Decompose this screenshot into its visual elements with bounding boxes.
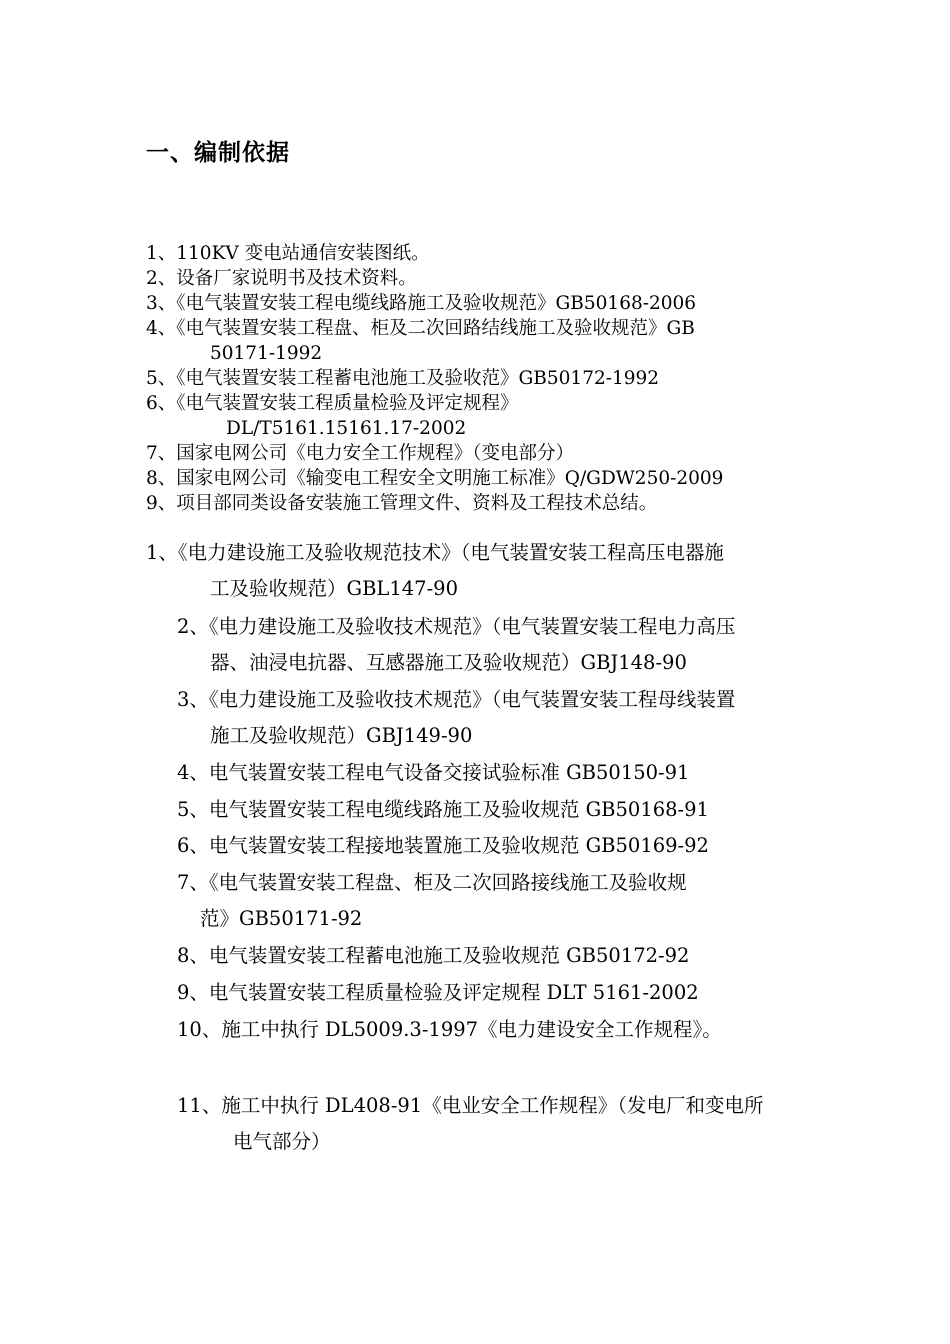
basis-item-2: 2、设备厂家说明书及技术资料。 — [146, 268, 417, 289]
basis-item-4: 4、《电气装置安装工程盘、柜及二次回路结线施工及验收规范》GB — [146, 318, 695, 339]
basis-item-6-cont: DL/T5161.15161.17-2002 — [226, 418, 467, 439]
basis-item-6: 6、《电气装置安装工程质量检验及评定规程》 — [146, 393, 519, 414]
spec-item-11-cont: 电气部分） — [233, 1130, 331, 1153]
spec-item-11: 11、施工中执行 DL408-91《电业安全工作规程》（发电厂和变电所 — [177, 1094, 764, 1117]
spec-item-7-cont: 范》GB50171-92 — [200, 907, 363, 930]
spec-item-1-cont: 工及验收规范）GBL147-90 — [210, 577, 458, 600]
basis-item-3: 3、《电气装置安装工程电缆线路施工及验收规范》GB50168-2006 — [146, 293, 697, 314]
spec-item-8: 8、电气装置安装工程蓄电池施工及验收规范 GB50172-92 — [177, 944, 690, 967]
basis-item-1: 1、110KV 变电站通信安装图纸。 — [146, 243, 430, 264]
basis-item-8: 8、国家电网公司《输变电工程安全文明施工标准》Q/GDW250-2009 — [146, 468, 724, 489]
spec-item-5: 5、电气装置安装工程电缆线路施工及验收规范 GB50168-91 — [177, 798, 709, 821]
spec-item-7: 7、《电气装置安装工程盘、柜及二次回路接线施工及验收规 — [177, 871, 687, 894]
basis-item-5: 5、《电气装置安装工程蓄电池施工及验收范》GB50172-1992 — [146, 368, 660, 389]
basis-item-9: 9、项目部同类设备安装施工管理文件、资料及工程技术总结。 — [146, 493, 658, 514]
spec-item-1: 1、《电力建设施工及验收规范技术》（电气装置安装工程高压电器施 — [146, 541, 724, 564]
basis-item-4-cont: 50171-1992 — [210, 343, 323, 364]
spec-item-2: 2、《电力建设施工及验收技术规范》（电气装置安装工程电力高压 — [177, 615, 736, 638]
spec-item-3: 3、《电力建设施工及验收技术规范》（电气装置安装工程母线装置 — [177, 688, 736, 711]
spec-item-6: 6、电气装置安装工程接地装置施工及验收规范 GB50169-92 — [177, 834, 709, 857]
section-heading: 一、编制依据 — [146, 140, 290, 166]
basis-item-7: 7、国家电网公司《电力安全工作规程》（变电部分） — [146, 443, 575, 464]
spec-item-9: 9、电气装置安装工程质量检验及评定规程 DLT 5161-2002 — [177, 981, 699, 1004]
spec-item-2-cont: 器、油浸电抗器、互感器施工及验收规范）GBJ148-90 — [210, 651, 687, 674]
spec-item-3-cont: 施工及验收规范）GBJ149-90 — [210, 724, 473, 747]
spec-item-4: 4、电气装置安装工程电气设备交接试验标准 GB50150-91 — [177, 761, 690, 784]
spec-item-10: 10、施工中执行 DL5009.3-1997《电力建设安全工作规程》。 — [177, 1018, 722, 1041]
